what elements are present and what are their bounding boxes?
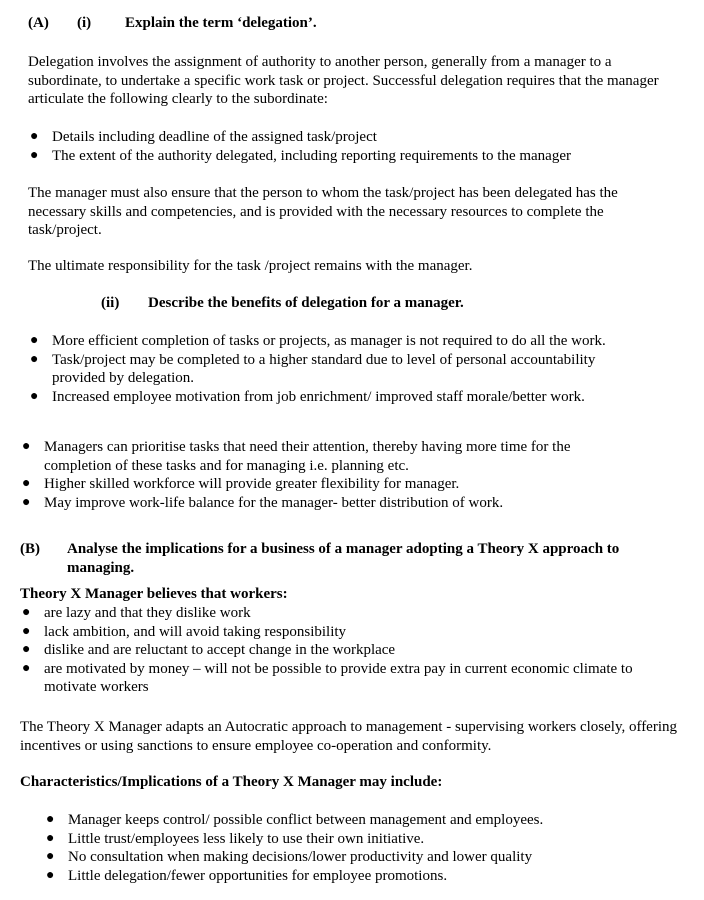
part-b-heading [20,540,680,577]
bullet-icon: ● [46,849,55,864]
list-item: ● lack ambition, and will avoid taking responsibility [22,623,347,640]
bullet-icon: ● [22,494,31,510]
characteristics-list [44,811,684,885]
bullet-icon: ● [46,812,55,827]
benefits-list [28,332,668,406]
sub-ii-label: (ii) [101,295,120,311]
delegation-requirements-list [28,128,678,165]
bullet-icon: ● [22,605,31,620]
bullet-icon: ● [30,147,39,163]
autocratic-paragraph: The Theory X Manager adapts an Autocratic approach to management - supervising workers closely, offering incentives or using sanctions to ensure employee co-operation and conformity. [20,719,678,754]
list-item: ● Task/project may be completed to a higher standard due to level of personal accountability provided by delegation. [30,351,596,386]
part-a-label: (A) [28,15,49,31]
bullet-icon: ● [22,642,31,657]
beliefs-list [20,604,670,697]
list-item: ● Increased employee motivation from job enrichment/ improved staff morale/better work. [30,388,585,405]
sub-i-label: (i) [77,15,92,31]
bullet-icon: ● [46,830,55,846]
list-item: ● The extent of the authority delegated, including reporting requirements to the manager [30,147,571,164]
part-b-question: Analyse the implications for a business of a manager adopting a Theory X approach to managing. [67,541,620,576]
bullet-icon: ● [22,623,31,639]
list-item: ● are lazy and that they dislike work [22,605,251,621]
question-i-text: Explain the term ‘delegation’. [125,15,317,31]
bullet-icon: ● [30,333,39,348]
list-item: ● Manager keeps control/ possible conflict between management and employees. [46,812,544,828]
additional-benefits-list [20,438,630,512]
part-a-ii-heading [101,294,681,313]
list-item: ● Little delegation/fewer opportunities for employee promotions. [46,867,448,884]
characteristics-heading: Characteristics/Implications of a Theory X Manager may include: [20,774,443,790]
bullet-icon: ● [30,129,39,144]
resources-paragraph: The manager must also ensure that the person to whom the task/project has been delegated has the necessary skills and competencies, and is provided with the necessary resources to complete the task/project. [28,185,618,238]
list-item: ● dislike and are reluctant to accept change in the workplace [22,642,396,658]
list-item: ● More efficient completion of tasks or projects, as manager is not required to do all the work. [30,333,606,349]
list-item: ● Higher skilled workforce will provide greater flexibility for manager. [22,476,460,492]
list-item: ● Details including deadline of the assigned task/project [30,129,377,145]
list-item: ● are motivated by money – will not be possible to provide extra pay in current economic climate to motivate workers [22,660,633,695]
bullet-icon: ● [30,351,39,367]
bullet-icon: ● [22,439,31,454]
bullet-icon: ● [46,867,55,883]
list-item: ● Little trust/employees less likely to use their own initiative. [46,830,425,847]
part-a-heading [28,14,688,33]
bullet-icon: ● [22,476,31,491]
bullet-icon: ● [22,660,31,676]
list-item: ● May improve work-life balance for the manager- better distribution of work. [22,494,504,511]
list-item: ● Managers can prioritise tasks that need their attention, thereby having more time for the completion of these tasks and for managing i.e. planning etc. [22,439,571,474]
list-item: ● No consultation when making decisions/lower productivity and lower quality [46,849,533,865]
responsibility-paragraph: The ultimate responsibility for the task /project remains with the manager. [28,258,473,274]
beliefs-heading: Theory X Manager believes that workers: [20,586,288,602]
question-ii-text: Describe the benefits of delegation for a manager. [148,295,464,311]
delegation-paragraph: Delegation involves the assignment of authority to another person, generally from a manager to a subordinate, to undertake a specific work task or project. Successful delegation requires that the manager articulate the following clearly to the subordinate: [28,54,659,107]
bullet-icon: ● [30,388,39,404]
part-b-label: (B) [20,541,40,557]
